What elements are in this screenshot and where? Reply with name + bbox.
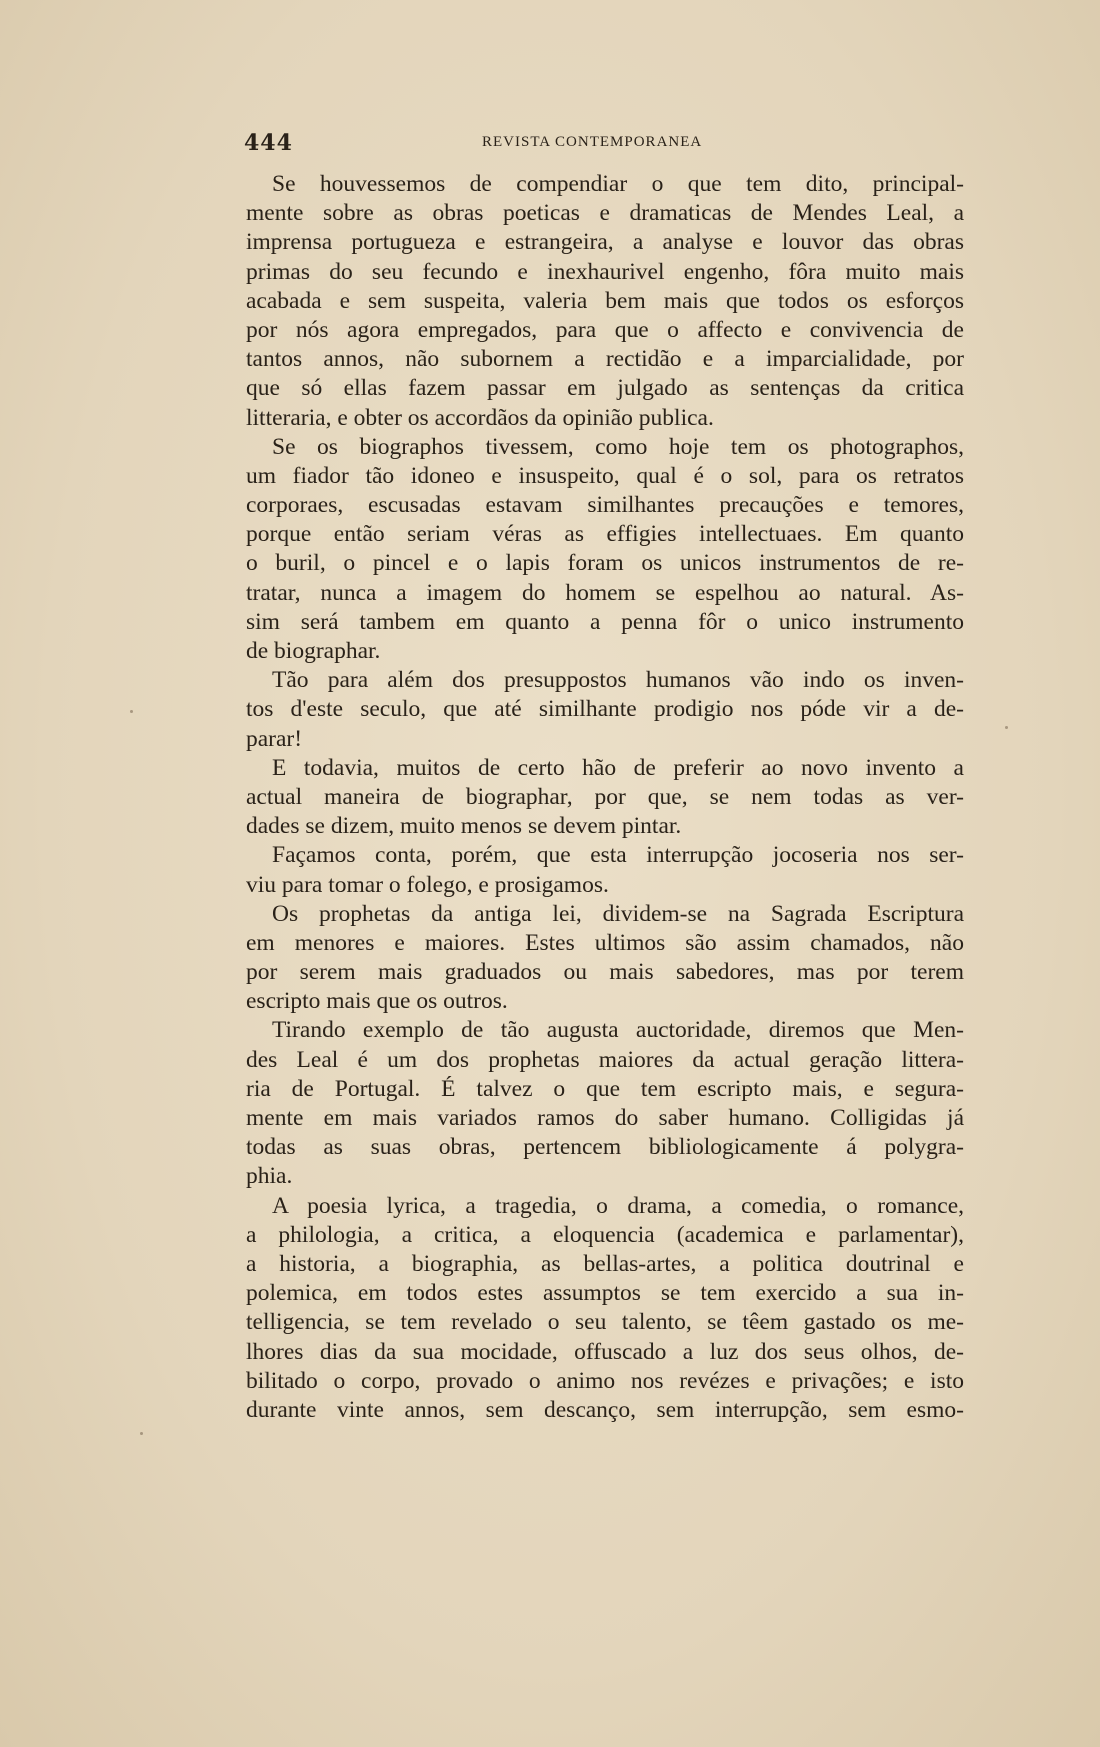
paper-speck	[130, 710, 133, 713]
text-line: sim será tambem em quanto a penna fôr o unico instrumento	[246, 608, 964, 635]
text-line: primas do seu fecundo e inexhaurivel engenho, fôra muito mais	[246, 258, 964, 285]
text-line: polemica, em todos estes assumptos se tem exercido a sua in-	[246, 1280, 964, 1307]
text-line: ria de Portugal. É talvez o que tem escripto mais, e segura-	[246, 1075, 964, 1102]
text-line: lhores dias da sua mocidade, offuscado a luz dos seus olhos, de-	[246, 1338, 964, 1365]
text-line: o buril, o pincel e o lapis foram os unicos instrumentos de re-	[246, 550, 964, 577]
text-line: tratar, nunca a imagem do homem se espelhou ao natural. As-	[246, 579, 964, 606]
text-line: phia.	[246, 1163, 293, 1190]
paper-speck	[1005, 726, 1008, 729]
text-line: Os prophetas da antiga lei, dividem-se na Sagrada Escriptura	[272, 900, 964, 927]
text-line: E todavia, muitos de certo hão de preferir ao novo invento a	[272, 754, 964, 781]
text-line: por serem mais graduados ou mais sabedores, mas por terem	[246, 959, 964, 986]
text-line: todas as suas obras, pertencem bibliologicamente á polygra-	[246, 1134, 964, 1161]
text-line: de biographar.	[246, 638, 381, 664]
text-line: actual maneira de biographar, por que, se nem todas as ver-	[246, 783, 964, 810]
text-line: tantos annos, não subornem a rectidão e a imparcialidade, por	[246, 346, 964, 373]
text-line: acabada e sem suspeita, valeria bem mais que todos os esforços	[246, 287, 964, 314]
text-line: corporaes, escusadas estavam similhantes precauções e temores,	[246, 492, 964, 519]
text-line: imprensa portugueza e estrangeira, a analyse e louvor das obras	[246, 229, 964, 256]
text-line: Se houvessemos de compendiar o que tem dito, principal-	[272, 171, 964, 197]
paper-speck	[140, 1432, 143, 1435]
text-line: um fiador tão idoneo e insuspeito, qual é o sol, para os retratos	[246, 462, 964, 489]
text-line: em menores e maiores. Estes ultimos são assim chamados, não	[246, 929, 964, 956]
text-line: viu para tomar o folego, e prosigamos.	[246, 871, 609, 898]
text-line: mente sobre as obras poeticas e dramaticas de Mendes Leal, a	[246, 200, 964, 227]
text-line: dades se dizem, muito menos se devem pintar.	[246, 813, 682, 840]
text-line: porque então seriam véras as effigies intellectuaes. Em quanto	[246, 521, 964, 548]
text-line: a historia, a biographia, as bellas-artes, a politica doutrinal e	[246, 1250, 964, 1277]
text-line: A poesia lyrica, a tragedia, o drama, a comedia, o romance,	[272, 1192, 964, 1219]
body-text	[246, 170, 964, 1425]
text-line: des Leal é um dos prophetas maiores da actual geração littera-	[246, 1046, 964, 1073]
text-line: tos d'este seculo, que até similhante prodigio nos póde vir a de-	[246, 696, 964, 723]
page-header	[244, 130, 964, 156]
text-line: Tirando exemplo de tão augusta auctoridade, diremos que Men-	[272, 1017, 964, 1044]
text-line: por nós agora empregados, para que o affecto e convivencia de	[246, 316, 964, 343]
text-line: parar!	[246, 725, 303, 752]
page-number: 444	[244, 130, 293, 156]
text-line: Tão para além dos presuppostos humanos vão indo os inven-	[272, 667, 964, 694]
running-title: REVISTA CONTEMPORANEA	[482, 134, 703, 150]
text-line: mente em mais variados ramos do saber humano. Colligidas já	[246, 1105, 964, 1131]
text-line: Façamos conta, porém, que esta interrupção jocoseria nos ser-	[272, 842, 964, 869]
text-line: que só ellas fazem passar em julgado as sentenças da critica	[246, 375, 964, 402]
text-line: telligencia, se tem revelado o seu talento, se têem gastado os me-	[246, 1309, 964, 1336]
text-line: durante vinte annos, sem descanço, sem interrupção, sem esmo-	[246, 1396, 964, 1423]
text-line: bilitado o corpo, provado o animo nos revézes e privações; e isto	[246, 1367, 964, 1394]
text-line: escripto mais que os outros.	[246, 988, 508, 1015]
text-line: a philologia, a critica, a eloquencia (academica e parlamentar),	[246, 1221, 964, 1248]
text-line: Se os biographos tivessem, como hoje tem os photographos,	[272, 433, 964, 460]
text-line: litteraria, e obter os accordãos da opinião publica.	[246, 404, 714, 431]
